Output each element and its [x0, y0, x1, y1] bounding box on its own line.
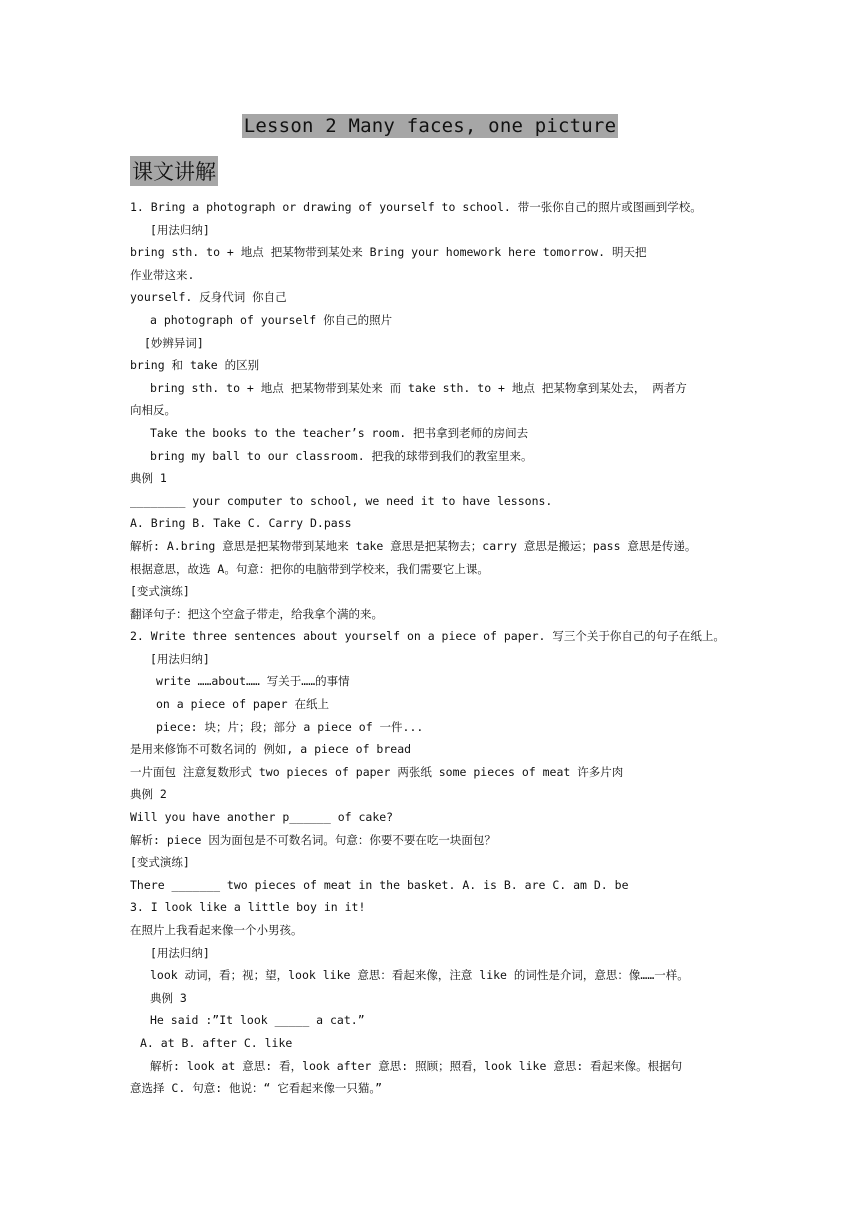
text-line: 解析: A.bring 意思是把某物带到某地来 take 意思是把某物去；carry 意思是搬运；pass 意思是传递。: [130, 538, 697, 553]
text-line: 翻译句子：把这个空盒子带走，给我拿个满的来。: [130, 606, 383, 621]
text-line: piece: 块；片；段；部分 a piece of 一件...: [156, 719, 424, 734]
text-line: bring my ball to our classroom. 把我的球带到我们的教室里来。: [150, 448, 533, 463]
text-line: 3. I look like a little boy in it!: [130, 900, 366, 915]
text-line: [妙辨异词]: [144, 335, 204, 350]
text-line: write ……about…… 写关于……的事情: [156, 674, 350, 689]
text-line: [用法归纳]: [150, 651, 210, 666]
text-line: look 动词，看；视；望，look like 意思：看起来像，注意 like 的词性是介词，意思：像……一样。: [150, 968, 689, 983]
text-line: 典例 3: [150, 990, 187, 1005]
text-line: yourself. 反身代词 你自己: [130, 290, 287, 305]
lesson-title: Lesson 2 Many faces, one picture: [243, 115, 617, 137]
text-line: 向相反。: [130, 403, 176, 418]
text-line: 一片面包 注意复数形式 two pieces of paper 两张纸 some pieces of meat 许多片肉: [130, 764, 624, 779]
text-line: [变式演练]: [130, 584, 190, 599]
text-line: 意选择 C. 句意: 他说：“ 它看起来像一只猫。”: [130, 1081, 383, 1096]
text-line: A. Bring B. Take C. Carry D.pass: [130, 516, 352, 531]
text-line: Take the books to the teacher’s room. 把书拿到老师的房间去: [150, 425, 529, 440]
text-line: bring 和 take 的区别: [130, 358, 260, 373]
text-line: 是用来修饰不可数名词的 例如, a piece of bread: [130, 742, 412, 757]
text-line: A. at B. after C. like: [140, 1035, 293, 1050]
text-line: He said :”It look _____ a cat.”: [150, 1013, 365, 1028]
text-line: [变式演练]: [130, 855, 190, 870]
text-line: [用法归纳]: [150, 945, 210, 960]
text-line: 2. Write three sentences about yourself on a piece of paper. 写三个关于你自己的句子在纸上。: [130, 629, 725, 644]
text-line: [用法归纳]: [150, 222, 210, 237]
text-line: 1. Bring a photograph or drawing of yourself to school. 带一张你自己的照片或图画到学校。: [130, 200, 702, 214]
section-heading: 课文讲解: [130, 156, 218, 186]
text-line: a photograph of yourself 你自己的照片: [150, 312, 393, 327]
lesson-body: [130, 196, 735, 1100]
text-line: 典例 1: [130, 471, 167, 486]
text-line: on a piece of paper 在纸上: [156, 697, 329, 712]
text-line: 解析: look at 意思: 看，look after 意思: 照顾；照看，look like 意思: 看起来像。根据句: [150, 1058, 683, 1073]
text-line: There _______ two pieces of meat in the basket. A. is B. are C. am D. be: [130, 877, 629, 892]
text-line: 在照片上我看起来像一个小男孩。: [130, 923, 303, 937]
text-line: 根据意思，故选 A。句意：把你的电脑带到学校来，我们需要它上课。: [130, 561, 489, 576]
text-line: bring sth. to + 地点 把某物带到某处来 而 take sth. to + 地点 把某物拿到某处去， 两者方: [150, 380, 687, 395]
title-container: [0, 114, 860, 138]
text-line: ________ your computer to school, we need it to have lessons.: [130, 493, 553, 508]
text-line: 典例 2: [130, 787, 167, 802]
text-line: 作业带这来.: [130, 267, 195, 282]
text-line: Will you have another p______ of cake?: [130, 810, 394, 825]
text-line: 解析: piece 因为面包是不可数名词。句意：你要不要在吃一块面包？: [130, 832, 496, 847]
text-line: bring sth. to + 地点 把某物带到某处来 Bring your homework here tomorrow. 明天把: [130, 245, 647, 260]
